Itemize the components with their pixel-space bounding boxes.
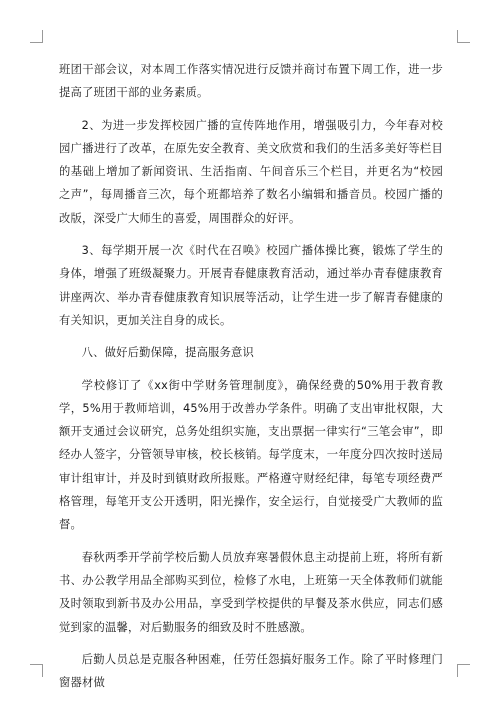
section-heading: 八、做好后勤保障，提高服务意识	[81, 346, 255, 360]
paragraph-item-2: 2、为进一步发挥校园广播的宣传阵地作用，增强吸引力，今年春对校园广播进行了改革，在原先安全教育、美文欣赏和我们的生活多美好等栏目的基础上增加了新闻资讯、生活指南、午间音乐三个栏目，并更名为“校园之声”，每周播音三次，每个班都培养了数名小编辑和播音员。校园广播的改版，深受广大师生的喜爱，周围群众的好评。	[59, 118, 443, 225]
document-body	[59, 58, 443, 703]
paragraph-logistics: 春秋两季开学前学校后勤人员放弃寒暑假休息主动提前上班，将所有新书、办公教学用品全部购买到位，检修了水电，上班第一天全体教师们就能及时领取到新书及办公用品，享受到学校提供的早餐及茶水供应，同志们感觉到家的温馨，对后勤服务的细致及时不胜感激。	[59, 550, 443, 634]
paragraph-item-3: 3、每学期开展一次《时代在召唤》校园广播体操比赛，锻炼了学生的身体，增强了班级凝聚力。开展青春健康教育活动，通过举办青春健康教育讲座两次、举办青春健康教育知识展等活动，让学生进一步了解青春健康的有关知识，更加关注自身的成长。	[59, 244, 443, 327]
crop-mark-bottom-right	[457, 664, 470, 677]
crop-mark-top-left	[30, 30, 43, 43]
paragraph-service: 后勤人员总是克服各种困难，任劳任怨搞好服务工作。除了平时修理门窗器材做	[59, 652, 443, 690]
crop-mark-top-right	[457, 30, 470, 43]
paragraph-continued: 班团干部会议，对本周工作落实情况进行反馈并商讨布置下周工作，进一步提高了班团干部的业务素质。	[59, 63, 443, 100]
crop-mark-bottom-left	[30, 664, 43, 677]
paragraph-finance: 学校修订了《xx街中学财务管理制度》，确保经费的50%用于教育教学，5%用于教师培训，45%用于改善办学条件。明确了支出审批权限，大额开支通过会议研究，总务处组织实施，支出票据一律实行“三笔会审”，即经办人签字，分管领导审核，校长核销。每学度末，一年度分四次按时送局审计组审计，并及时到镇财政所报账。严格遵守财经纪律，每笔专项经费严格管理，每笔开支公开透明，阳光操作，安全运行，自觉接受广大教师的监督。	[59, 378, 443, 532]
